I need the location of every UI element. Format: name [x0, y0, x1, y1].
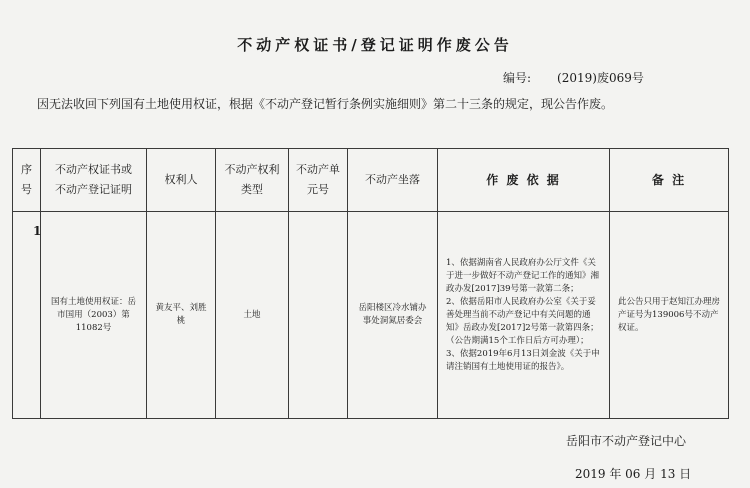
intro-paragraph: 因无法收回下列国有土地使用权证，根据《不动产登记暂行条例实施细则》第二十三条的规定，现公告作废。: [37, 97, 614, 111]
table-row: [13, 212, 729, 419]
cell-certificate: 国有土地使用权证：岳市国用（2003）第11082号: [41, 212, 147, 419]
cell-location: 岳阳楼区冷水铺办事处洞氮居委会: [348, 212, 438, 419]
basis-item: 2、依据岳阳市人民政府办公室《关于妥善处理当前不动产登记中有关问题的通知》岳政办发[2017]2号第一款第四条；（公告期满15个工作日后方可办理）；: [446, 296, 599, 346]
issue-date: 2019 年 06 月 13 日: [575, 467, 692, 481]
header-right-holder: 权利人: [147, 149, 216, 212]
header-right-type: 不动产权利 类型: [216, 149, 289, 212]
header-certificate: 不动产权证书或 不动产登记证明: [41, 149, 147, 212]
basis-item: 1、依据湖南省人民政府办公厅文件《关于进一步做好不动产登记工作的通知》湘政办发[2017]39号第一款第二条；: [446, 257, 600, 294]
document-number: [503, 69, 644, 86]
cell-remark: 此公告只用于赵知江办理房产证号为139006号不动产权证。: [610, 212, 729, 419]
header-location: 不动产坐落: [348, 149, 438, 212]
header-remark: 备 注: [610, 149, 729, 212]
cell-serial-number: 1: [13, 212, 41, 419]
document-number-label: 编号:: [503, 71, 532, 85]
document-title: 不动产权证书/登记证明作废公告: [237, 36, 513, 54]
cell-right-type: 土地: [216, 212, 289, 419]
cell-right-holder: 黄友平、刘胜桃: [147, 212, 216, 419]
cell-unit-number: [289, 212, 348, 419]
table-header-row: [13, 149, 729, 212]
header-serial-number: 序 号: [13, 149, 41, 212]
void-certificate-table: [12, 148, 729, 419]
issuing-authority: 岳阳市不动产登记中心: [566, 434, 687, 448]
document-number-value: (2019)废069号: [557, 71, 644, 85]
basis-item: 3、依据2019年6月13日刘金波《关于申请注销国有土地使用证的报告》。: [446, 348, 600, 372]
header-unit-number: 不动产单 元号: [289, 149, 348, 212]
cell-void-basis: [438, 212, 610, 419]
header-void-basis: 作 废 依 据: [438, 149, 610, 212]
